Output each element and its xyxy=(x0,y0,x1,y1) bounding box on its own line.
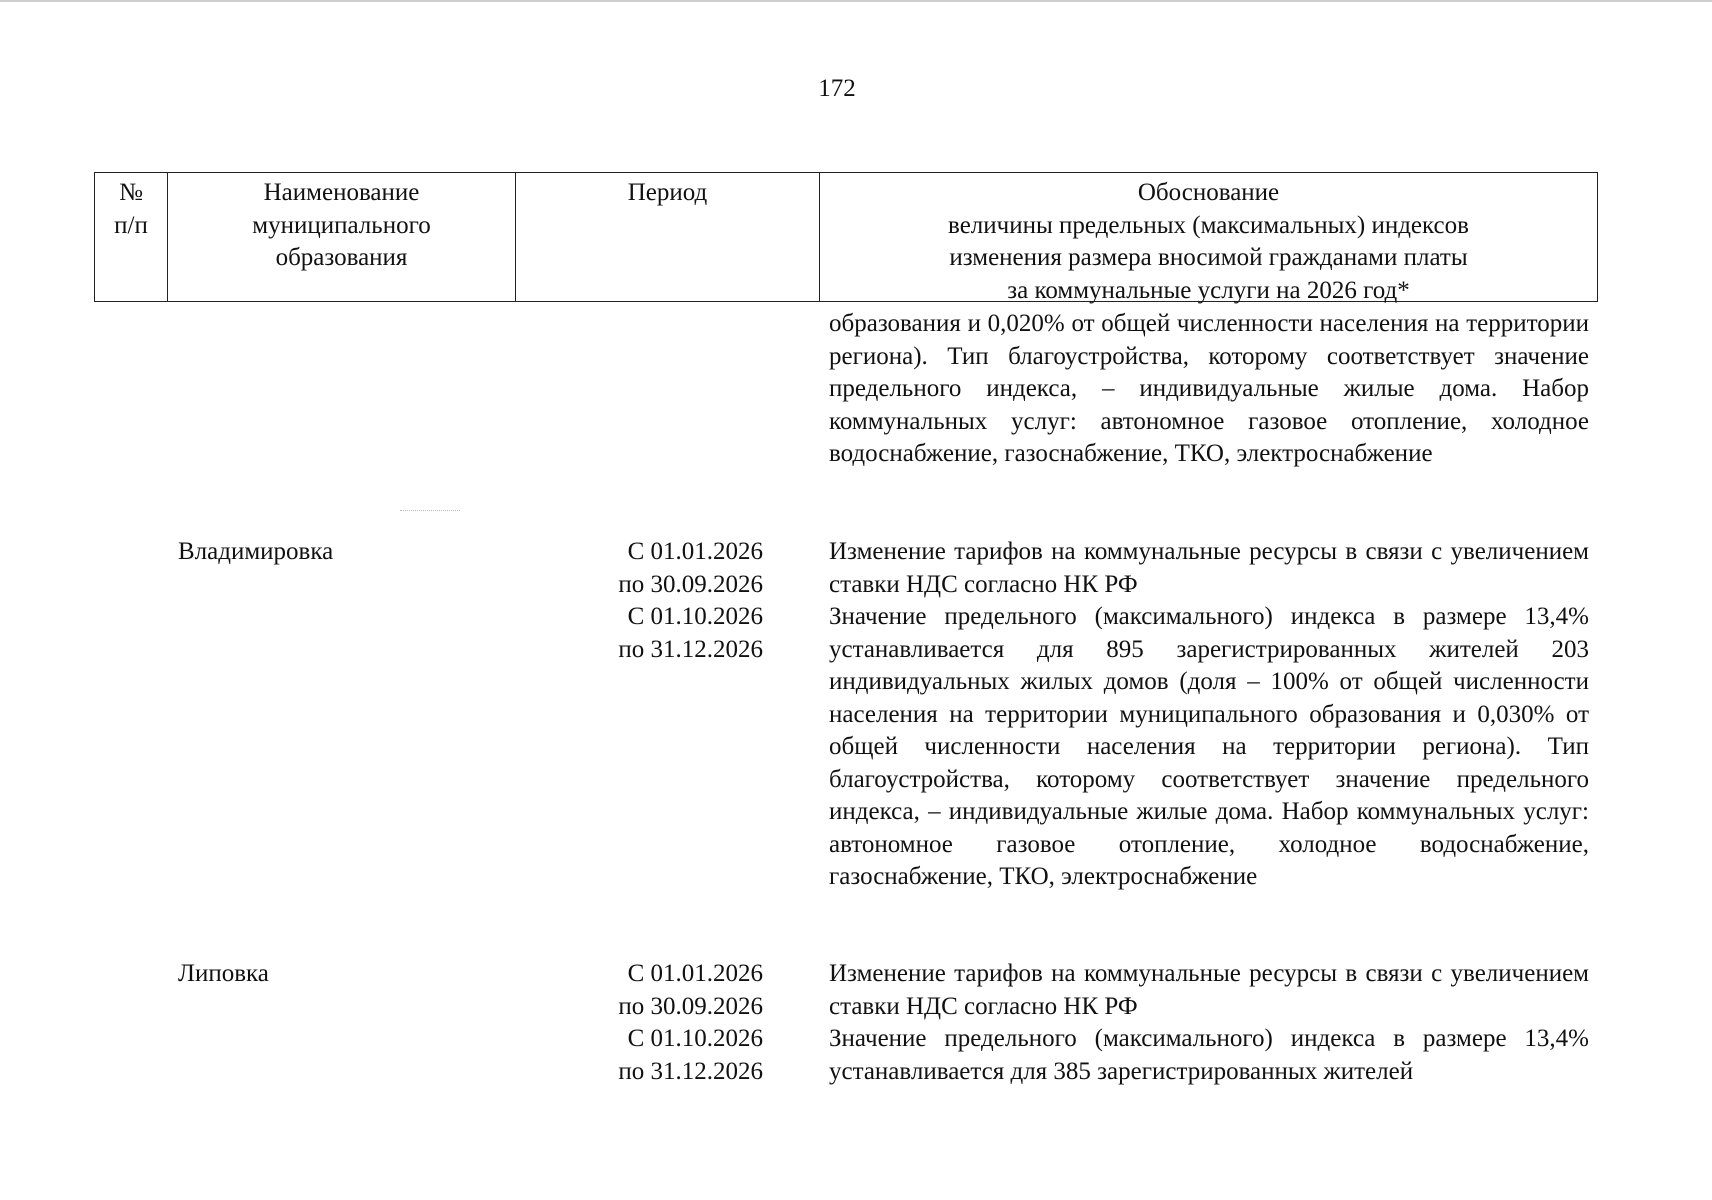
municipality-name: Липовка xyxy=(178,960,269,987)
justification-paragraph: Значение предельного (максимального) индекса в размере 13,4% устанавливается для 385 зарегистрированных жителей xyxy=(829,1025,1589,1085)
justification-cell xyxy=(829,308,1589,471)
page-number: 172 xyxy=(818,75,856,102)
scan-top-edge xyxy=(0,0,1712,2)
scan-speck xyxy=(400,510,460,515)
justification-paragraph: образования и 0,020% от общей численности населения на территории региона). Тип благоустройства, которому соответствует значение предельного индекса, – индивидуальные жилые дома. Набор коммунальных услуг: автономное газовое отопление, холодное водоснабжение, газоснабжение, ТКО, электроснабжение xyxy=(829,310,1589,467)
period-line: по 31.12.2026 xyxy=(618,1057,763,1085)
justification-paragraph: Значение предельного (максимального) индекса в размере 13,4% устанавливается для 895 зарегистрированных жителей 203 индивидуальных жилых домов (доля – 100% от общей численности населения на территории муниципального образования и 0,030% от общей численности населения на территории региона). Тип благоустройства, которому соответствует значение предельного индекса, – индивидуальные жилые дома. Набор коммунальных услуг: автономное газовое отопление, холодное водоснабжение, газоснабжение, ТКО, электроснабжение xyxy=(829,603,1589,890)
period-line: по 30.09.2026 xyxy=(618,992,763,1020)
header-municipality-column: Наименование муниципального образования xyxy=(168,173,516,301)
period-line: по 31.12.2026 xyxy=(618,635,763,663)
period-line: С 01.01.2026 xyxy=(627,960,763,987)
header-justification-column: Обоснование величины предельных (максимальных) индексов изменения размера вносимой гражданами платы за коммунальные услуги на 2026 год* xyxy=(948,179,1469,304)
justification-cell xyxy=(829,958,1589,1088)
period-cell xyxy=(570,536,763,666)
period-line: С 01.10.2026 xyxy=(627,1025,763,1052)
period-line: по 30.09.2026 xyxy=(618,570,763,598)
period-line: С 01.10.2026 xyxy=(627,603,763,630)
header-period-column: Период xyxy=(516,173,820,301)
header-number-column: № п/п xyxy=(95,173,168,301)
justification-paragraph: Изменение тарифов на коммунальные ресурсы в связи с увеличением ставки НДС согласно НК РФ xyxy=(829,960,1589,1020)
municipality-name: Владимировка xyxy=(178,538,334,565)
period-line: С 01.01.2026 xyxy=(627,538,763,565)
justification-cell xyxy=(829,536,1589,894)
justification-paragraph: Изменение тарифов на коммунальные ресурсы в связи с увеличением ставки НДС согласно НК РФ xyxy=(829,538,1589,598)
table-header xyxy=(94,172,1598,302)
period-cell xyxy=(570,958,763,1088)
